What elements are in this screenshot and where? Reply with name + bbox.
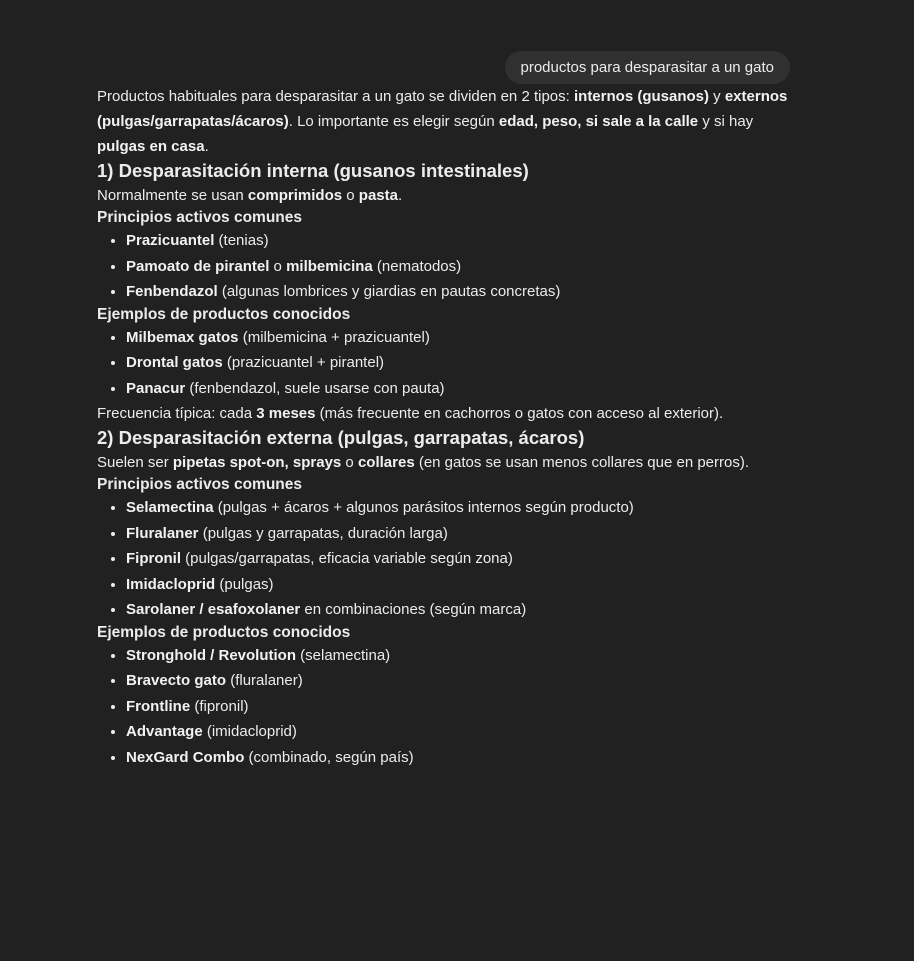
text-segment: (pulgas + ácaros + algunos parásitos internos según producto) [213,499,634,516]
text-segment: Frontline [126,697,191,715]
list-item [126,350,790,376]
text-segment: Fipronil [126,550,181,567]
list-item [126,719,790,745]
text-segment: 2) Desparasitación externa (pulgas, garrapatas, ácaros) [97,427,585,448]
section-1-usage-paragraph [97,183,790,208]
user-message-bubble: productos para desparasitar a un gato [505,51,791,84]
list-item [126,254,790,280]
text-segment: (milbemicina + prazicuantel) [238,328,430,346]
list-item [126,546,790,572]
text-segment: Frecuencia típica: cada [97,405,257,422]
text-segment: Bravecto gato [126,672,227,689]
text-segment: collares [357,454,415,471]
text-segment: (pulgas y garrapatas, duración larga) [198,524,448,542]
text-segment: NexGard Combo [126,748,245,766]
text-segment: . [204,138,209,155]
text-segment: y si hay [698,113,754,130]
text-segment: Milbemax gatos [126,328,239,346]
text-segment: Imidacloprid [126,575,216,593]
text-segment: o [342,187,359,204]
text-segment: . [397,187,403,204]
text-segment: Productos habituales para desparasitar a un gato se dividen en 2 tipos: [97,88,574,105]
text-segment: comprimidos [247,187,343,204]
text-segment: (en gatos se usan menos collares que en perros). [414,454,750,471]
section-1-principles-subheading [97,208,790,228]
text-segment: Stronghold / Revolution [126,646,296,664]
text-segment: edad, peso, si sale a la calle [498,113,699,130]
text-segment: Suelen ser [97,454,173,471]
text-segment: pipetas spot-on, sprays [172,454,342,471]
text-segment: Drontal gatos [126,354,223,371]
list-item [126,521,790,547]
text-segment: (nematodos) [372,257,462,275]
section-2-principles-list [97,495,790,623]
intro-paragraph [97,84,790,159]
chat-area [97,51,790,770]
text-segment: Ejemplos de productos conocidos [97,623,351,641]
text-segment: pasta [358,187,398,204]
text-segment: externos (pulgas/garrapatas/ácaros) [97,88,788,130]
list-item [126,325,790,351]
list-item [126,572,790,598]
list-item [126,668,790,694]
user-message-row [97,51,790,84]
text-segment: (prazicuantel + pirantel) [222,354,385,371]
text-segment: Advantage [126,723,203,740]
text-segment: Prazicuantel [126,232,215,249]
list-item [126,228,790,254]
text-segment: (fluralaner) [226,672,303,689]
section-1-examples-list [97,325,790,402]
list-item [126,694,790,720]
section-2-examples-subheading [97,623,790,643]
text-segment: Principios activos comunes [97,476,303,493]
section-2-principles-subheading [97,475,790,495]
list-item [126,597,790,623]
text-segment: Principios activos comunes [97,209,303,226]
assistant-message [97,84,790,770]
text-segment: (selamectina) [295,646,391,664]
text-segment: (combinado, según país) [244,748,414,766]
text-segment: (fenbendazol, suele usarse con pauta) [185,379,445,397]
text-segment: Ejemplos de productos conocidos [97,305,351,323]
text-segment: Panacur [126,379,186,397]
frequency-paragraph [97,401,790,426]
text-segment: Pamoato de pirantel [126,257,270,275]
text-segment: Fluralaner [126,524,199,542]
text-segment: Normalmente se usan [97,187,248,204]
text-segment: o [341,454,358,471]
text-segment: (más frecuente en cachorros o gatos con acceso al exterior). [315,405,724,422]
text-segment: Selamectina [126,499,214,516]
list-item [126,745,790,771]
text-segment: 1) Desparasitación interna (gusanos intestinales) [97,160,529,181]
section-2-heading [97,426,790,450]
text-segment: (pulgas) [215,575,274,593]
text-segment: (fipronil) [190,697,249,715]
text-segment: pulgas en casa [97,138,205,155]
section-1-heading [97,159,790,183]
list-item [126,643,790,669]
text-segment: milbemicina [286,257,373,275]
section-1-examples-subheading [97,305,790,325]
text-segment: Fenbendazol [126,283,218,300]
list-item [126,279,790,305]
text-segment: (pulgas/garrapatas, eficacia variable según zona) [181,550,513,567]
text-segment: o [269,257,287,275]
text-segment: internos (gusanos) [573,88,709,105]
text-segment: (tenias) [214,232,269,249]
text-segment: 3 meses [256,405,316,422]
text-segment: y [709,88,725,105]
list-item [126,376,790,402]
section-2-usage-paragraph [97,450,790,475]
text-segment: en combinaciones (según marca) [300,601,527,618]
text-segment: (imidacloprid) [202,723,297,740]
text-segment: . Lo importante es elegir según [288,113,499,130]
section-2-examples-list [97,643,790,771]
section-1-principles-list [97,228,790,305]
list-item [126,495,790,521]
text-segment: (algunas lombrices y giardias en pautas concretas) [217,283,561,300]
text-segment: Sarolaner / esafoxolaner [126,601,301,618]
